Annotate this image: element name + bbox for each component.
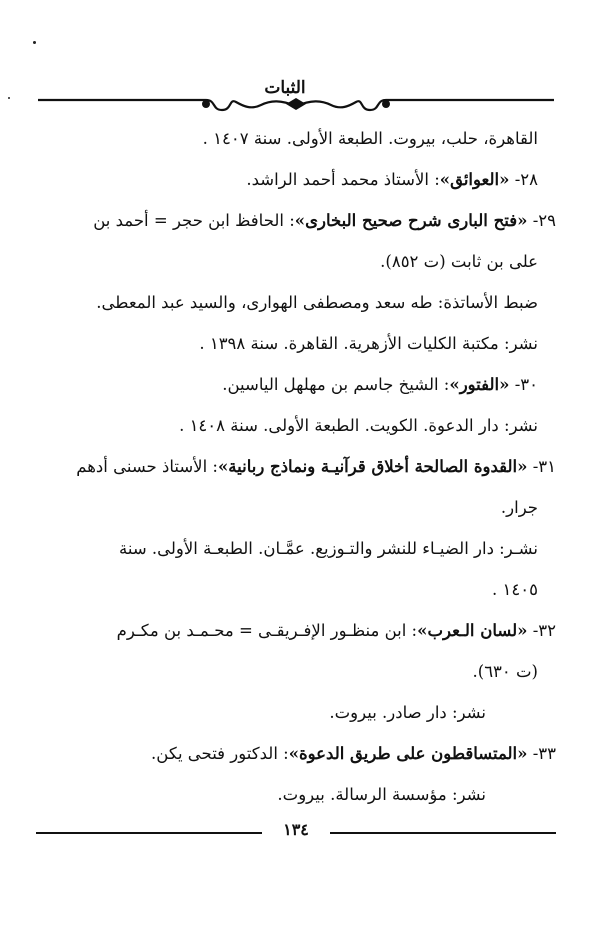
entry-number: ٣١- bbox=[532, 457, 556, 476]
continued-line: القاهرة، حلب، بيروت. الطبعة الأولى. سنة ١٤٠٧ . bbox=[202, 129, 538, 148]
entry-author-continued: جرار. bbox=[500, 498, 538, 517]
entry-publisher: نشر: مؤسسة الرسالة. بيروت. bbox=[277, 785, 486, 804]
entry-number: ٢٨- bbox=[514, 170, 538, 189]
entry-publisher-continued: ١٤٠٥ . bbox=[492, 580, 538, 599]
page-number: ١٣٤ bbox=[283, 820, 309, 839]
entry-publisher: نشر: دار صادر. بيروت. bbox=[329, 703, 486, 722]
entry-publisher: نشـر: دار الضيـاء للنشر والتـوزيع. عمَّـان. الطبعـة الأولى. سنة bbox=[119, 539, 538, 558]
entry-author: : الشيخ جاسم بن مهلهل الياسين. bbox=[222, 375, 450, 394]
footer-rule-left bbox=[36, 832, 262, 834]
bibliography-entry-28 bbox=[36, 159, 556, 200]
speck-mark bbox=[33, 41, 36, 44]
entry-title: «المتساقطون على طريق الدعوة» bbox=[288, 744, 528, 763]
entry-publisher: نشر: دار الدعوة. الكويت. الطبعة الأولى. سنة ١٤٠٨ . bbox=[179, 416, 538, 435]
entry-author-continued: (ت ٦٣٠). bbox=[472, 662, 538, 681]
entry-author: : الأستاذ محمد أحمد الراشد. bbox=[246, 170, 440, 189]
entry-number: ٣٠- bbox=[514, 375, 538, 394]
bibliography-entry-29 bbox=[36, 200, 556, 241]
entry-title: «فتح البارى شرح صحيح البخارى» bbox=[294, 211, 528, 230]
page-body bbox=[36, 118, 556, 815]
footer-rule-right bbox=[330, 832, 556, 834]
bibliography-entry-32 bbox=[36, 610, 556, 651]
entry-number: ٣٢- bbox=[532, 621, 556, 640]
entry-title: «العوائق» bbox=[439, 170, 510, 189]
entry-title: «لسان الـعرب» bbox=[417, 621, 528, 640]
entry-author: : الدكتور فتحى يكن. bbox=[151, 744, 289, 763]
running-title: الثبات bbox=[264, 78, 306, 98]
entry-title: «القدوة الصالحة أخلاق قرآنيـة ونماذج ربانية» bbox=[217, 457, 528, 476]
speck-mark bbox=[8, 97, 10, 99]
header-ornament-rule bbox=[36, 92, 556, 116]
page-footer bbox=[36, 820, 556, 844]
bibliography-entry-30 bbox=[36, 364, 556, 405]
entry-editors: ضبط الأساتذة: طه سعد ومصطفى الهوارى، والسيد عبد المعطى. bbox=[96, 293, 538, 312]
entry-author: : الأستاذ حسنى أدهم bbox=[76, 457, 218, 476]
entry-author: : الحافظ ابن حجر = أحمد بن bbox=[93, 211, 295, 230]
entry-author-continued: على بن ثابت (ت ٨٥٢). bbox=[380, 252, 538, 271]
bibliography-entry-33 bbox=[36, 733, 556, 774]
entry-author: : ابن منظـور الإفـريقـى = محـمـد بن مكـرم bbox=[116, 621, 418, 640]
entry-publisher: نشر: مكتبة الكليات الأزهرية. القاهرة. سنة ١٣٩٨ . bbox=[199, 334, 538, 353]
entry-number: ٣٣- bbox=[532, 744, 556, 763]
entry-title: «الفتور» bbox=[449, 375, 510, 394]
bibliography-entry-31 bbox=[36, 446, 556, 487]
entry-number: ٢٩- bbox=[532, 211, 556, 230]
